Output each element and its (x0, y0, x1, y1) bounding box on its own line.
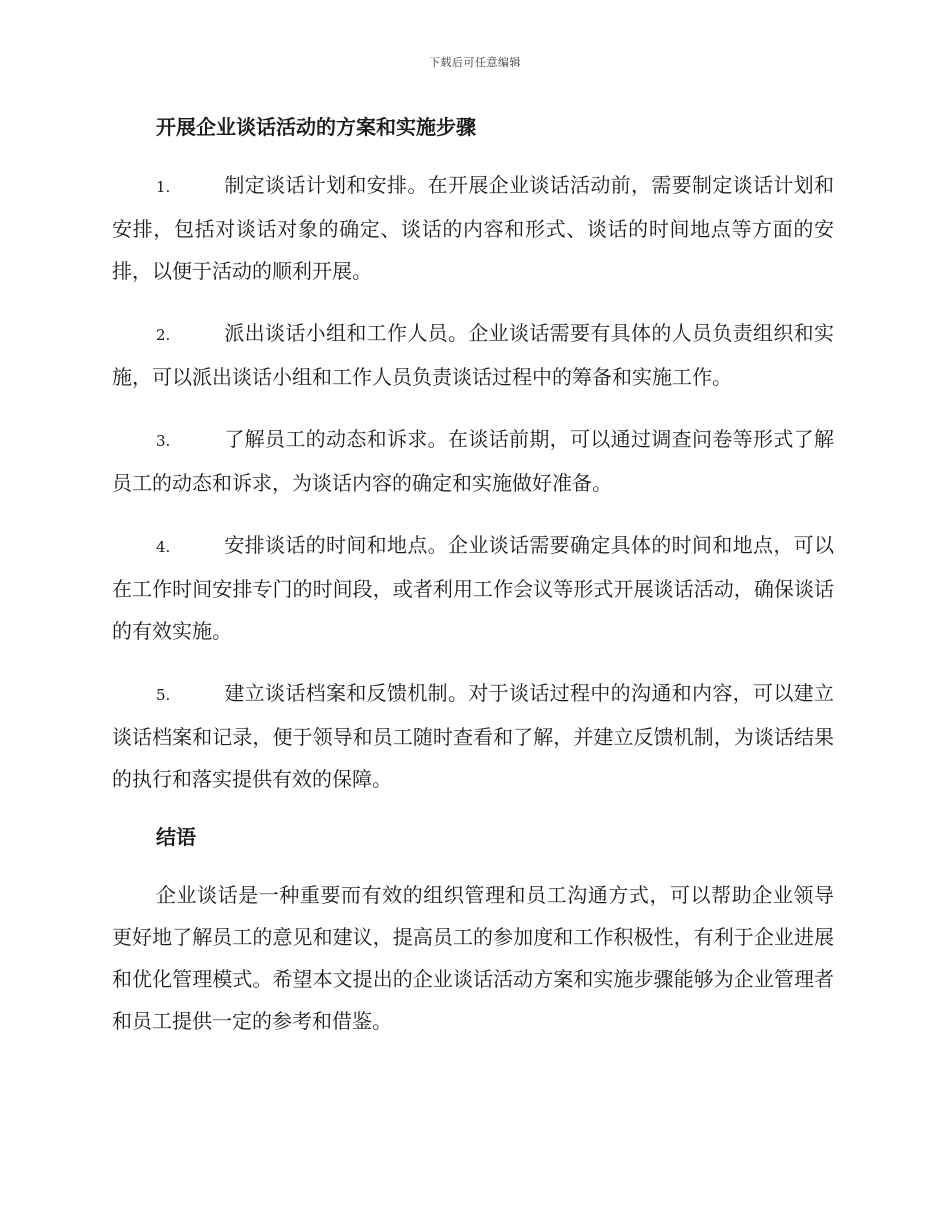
list-item-number: 4. (156, 538, 171, 556)
list-item-3 (112, 418, 834, 504)
list-item-text: 安排谈话的时间和地点。企业谈话需要确定具体的时间和地点，可以在工作时间安排专门的时间段，或者利用工作会议等形式开展谈话活动，确保谈话的有效实施。 (112, 533, 834, 643)
list-item-text: 了解员工的动态和诉求。在谈话前期，可以通过调查问卷等形式了解员工的动态和诉求，为谈话内容的确定和实施做好准备。 (112, 427, 834, 495)
list-item-2 (112, 312, 834, 398)
list-item-4 (112, 524, 834, 652)
section-title: 开展企业谈话活动的方案和实施步骤 (156, 115, 476, 139)
list-item-5 (112, 672, 834, 800)
list-item-text: 制定谈话计划和安排。在开展企业谈话活动前，需要制定谈话计划和安排，包括对谈话对象的确定、谈话的内容和形式、谈话的时间地点等方面的安排，以便于活动的顺利开展。 (112, 173, 834, 283)
document-content (112, 110, 834, 1042)
header-note: 下载后可任意编辑 (429, 56, 521, 69)
list-item-number: 5. (156, 686, 171, 704)
list-item-number: 1. (156, 178, 171, 196)
list-item-text: 派出谈话小组和工作人员。企业谈话需要有具体的人员负责组织和实施，可以派出谈话小组和工作人员负责谈话过程中的筹备和实施工作。 (112, 321, 834, 389)
list-item-text: 建立谈话档案和反馈机制。对于谈话过程中的沟通和内容，可以建立谈话档案和记录，便于领导和员工随时查看和了解，并建立反馈机制，为谈话结果的执行和落实提供有效的保障。 (112, 681, 834, 791)
list-item-number: 3. (156, 432, 171, 450)
list-item-number: 2. (156, 326, 171, 344)
list-item-1 (112, 164, 834, 292)
conclusion-title: 结语 (156, 825, 196, 849)
conclusion-paragraph: 企业谈话是一种重要而有效的组织管理和员工沟通方式，可以帮助企业领导更好地了解员工的意见和建议，提高员工的参加度和工作积极性，有利于企业进展和优化管理模式。希望本文提出的企业谈话活动方案和实施步骤能够为企业管理者和员工提供一定的参考和借鉴。 (112, 883, 834, 1033)
